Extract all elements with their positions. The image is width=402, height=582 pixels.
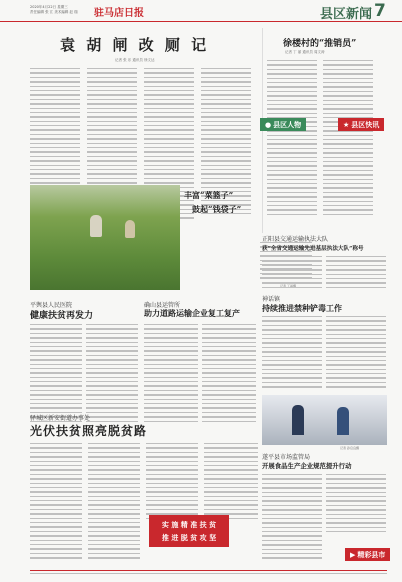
article-kicker: 驿城区新安街道办事处 bbox=[30, 415, 91, 422]
article-title: 开展食品生产企业规范提升行动 bbox=[262, 462, 352, 470]
article-title: 徐楼村的“推销员” bbox=[283, 39, 357, 49]
photo-credit: 记者 孙启良摄 bbox=[340, 446, 359, 450]
page-number: 7 bbox=[374, 1, 386, 21]
article-zhengping bbox=[262, 234, 387, 294]
header-meta-2: 责任编辑 张 江 美术编辑 赵 瑞 bbox=[30, 10, 78, 14]
body-text bbox=[146, 443, 198, 522]
body-text bbox=[144, 324, 198, 425]
worker-figure bbox=[90, 215, 102, 237]
star-icon: ★ bbox=[343, 120, 350, 129]
article-title: 持续推进禁种铲毒工作 bbox=[262, 303, 342, 313]
slogan-banner bbox=[149, 515, 229, 547]
footer-rule bbox=[30, 570, 387, 571]
body-text bbox=[262, 316, 322, 391]
body-text bbox=[326, 474, 386, 535]
body-text bbox=[204, 443, 258, 522]
badge-kuaixun: ★ 县区快讯 bbox=[338, 118, 384, 131]
body-text bbox=[323, 60, 373, 218]
person-figure bbox=[292, 405, 304, 435]
body-text bbox=[202, 324, 256, 425]
article-title: 光伏扶贫照亮脱贫路 bbox=[30, 424, 148, 438]
article-title: 健康扶贫再发力 bbox=[30, 311, 94, 321]
badge-renwu: ● 县区人物 bbox=[260, 118, 306, 131]
inspection-photo bbox=[262, 395, 387, 445]
body-text bbox=[267, 60, 317, 218]
article-queshan bbox=[144, 300, 259, 410]
body-text bbox=[326, 256, 386, 291]
header-meta-1: 2020年4月22日 星期三 bbox=[30, 5, 68, 9]
body-text bbox=[88, 443, 140, 562]
photo-caption-box bbox=[184, 190, 259, 290]
article-kicker: 神话镇 bbox=[262, 296, 281, 303]
newspaper-logo: 驻马店日报 bbox=[94, 8, 144, 19]
person-icon: ● bbox=[265, 120, 272, 129]
page-header bbox=[0, 0, 402, 22]
article-byline: 记者 丁 丽 通讯员 周文涛 bbox=[285, 50, 325, 54]
body-text bbox=[86, 324, 138, 425]
article-shenggezhen bbox=[262, 294, 387, 394]
section-title: 县区新闻 bbox=[320, 7, 373, 22]
article-byline: 记者 张 乐 通讯员 徐文达 bbox=[115, 58, 155, 62]
article-title: 获“全省交通运输先进基层执法大队”称号 bbox=[262, 246, 364, 252]
footer-text bbox=[30, 573, 387, 577]
person-figure bbox=[337, 407, 349, 435]
article-kicker: 确山县运管所 bbox=[144, 302, 181, 309]
body-text bbox=[30, 324, 82, 425]
article-kicker: 遂平县市场监管局 bbox=[262, 454, 311, 461]
body-text bbox=[262, 256, 322, 291]
slogan-line-1: 实 施 精 准 扶 贫 bbox=[161, 521, 217, 529]
article-kicker: 平舆县人民医院 bbox=[30, 302, 73, 309]
body-text bbox=[30, 443, 82, 562]
flag-icon: ▶ bbox=[350, 550, 356, 559]
article-pingyu bbox=[30, 300, 140, 410]
article-title: 袁 胡 闸 改 厕 记 bbox=[60, 36, 210, 54]
badge-jingcai: ▶ 精彩县市 bbox=[345, 548, 390, 561]
vegetable-field-photo bbox=[30, 185, 180, 290]
body-text bbox=[262, 474, 322, 562]
caption-headline-1: 丰富“菜篮子” bbox=[184, 190, 234, 200]
slogan-line-2: 推 进 脱 贫 攻 坚 bbox=[161, 534, 217, 542]
caption-headline-2: 鼓起“钱袋子” bbox=[192, 204, 242, 214]
worker-figure bbox=[125, 220, 135, 238]
article-title: 助力道路运输企业复工复产 bbox=[144, 308, 240, 318]
body-text bbox=[326, 316, 386, 391]
article-kicker: 正阳县交通运输执法大队 bbox=[262, 236, 329, 243]
